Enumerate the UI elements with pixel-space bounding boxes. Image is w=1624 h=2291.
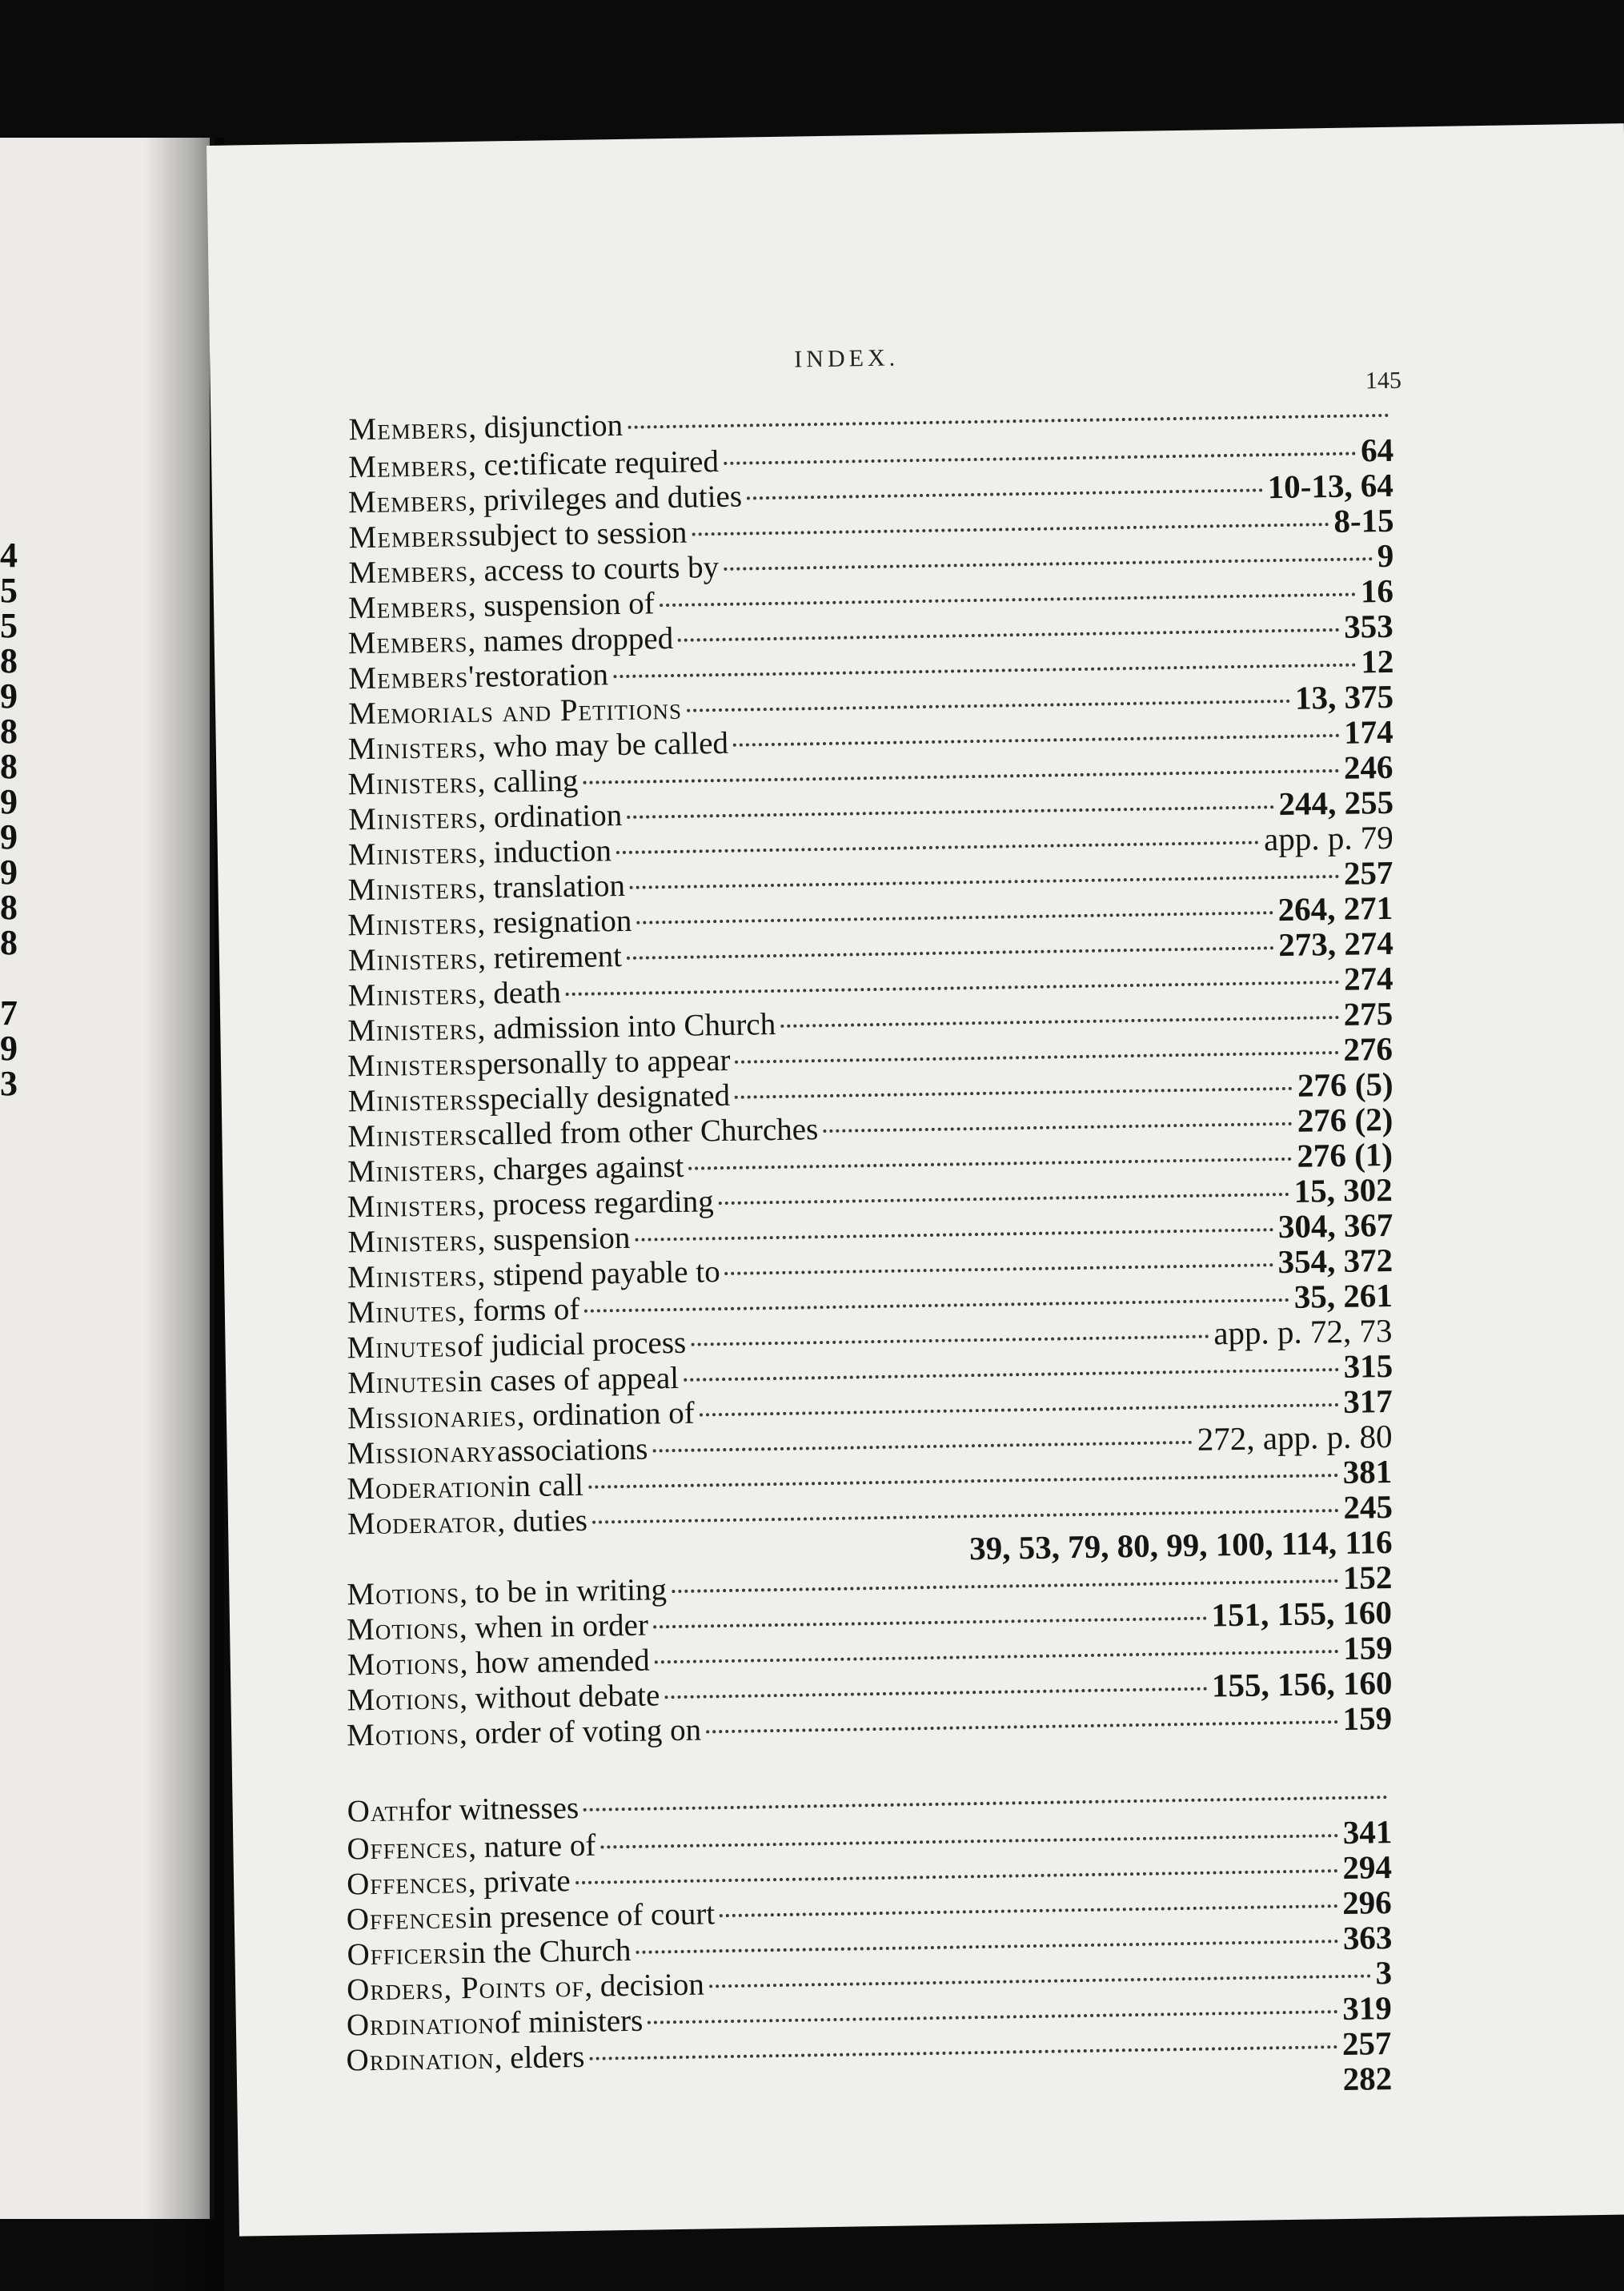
page-reference: 155, 156, 160 — [1211, 1663, 1393, 1704]
facing-page-digit: 3 — [0, 1064, 18, 1101]
dot-leader — [584, 1298, 1289, 1313]
entry-subheading: , forms of — [457, 1291, 580, 1329]
entry-subheading: , when in order — [459, 1607, 649, 1646]
entry-subheading: , access to courts by — [467, 550, 720, 588]
facing-page-digit — [0, 961, 18, 996]
entry-subheading: , resignation — [477, 903, 632, 941]
entry-heading: Missionaries — [347, 1398, 518, 1436]
entry-heading: Motions — [347, 1681, 460, 1718]
entry-heading: Ministers — [347, 800, 479, 837]
page-reference: app. p. 79 — [1263, 818, 1394, 858]
entry-subheading: , private — [467, 1864, 571, 1900]
entry-subheading: , how amended — [459, 1643, 650, 1681]
page-reference: 304, 367 — [1277, 1206, 1393, 1246]
dot-leader — [735, 1087, 1293, 1099]
entry-subheading: , nature of — [467, 1828, 596, 1865]
dot-leader — [636, 911, 1273, 924]
entry-subheading: , names dropped — [467, 620, 674, 659]
entry-subheading: , retirement — [477, 938, 623, 976]
entry-subheading: , ordination — [478, 797, 623, 835]
dot-leader — [635, 1228, 1273, 1242]
page-reference: 381 — [1342, 1452, 1393, 1491]
entry-heading: Orders, Points of — [346, 1968, 585, 2008]
dot-leader — [688, 1158, 1292, 1170]
page-reference: 10-13, 64 — [1267, 466, 1394, 506]
entry-heading: Ministers — [347, 1046, 478, 1084]
dot-leader — [678, 628, 1339, 642]
dot-leader — [583, 1795, 1388, 1812]
entry-heading: Members' — [348, 659, 475, 696]
dot-leader — [747, 488, 1263, 500]
page-reference: 13, 375 — [1294, 677, 1394, 716]
entry-subheading: called from other Churches — [477, 1112, 819, 1152]
page-reference: 354, 372 — [1277, 1241, 1393, 1281]
entry-subheading: , without debate — [459, 1678, 660, 1716]
entry-heading: Ministers — [347, 1117, 478, 1154]
entry-heading: Ministers — [347, 729, 479, 767]
entry-subheading: , suspension of — [467, 586, 656, 624]
dot-leader — [823, 1122, 1293, 1133]
dot-leader — [627, 946, 1274, 960]
entry-subheading: subject to session — [468, 515, 688, 553]
entry-subheading: of judicial process — [456, 1325, 687, 1364]
page-reference: 341 — [1342, 1812, 1393, 1851]
entry-subheading: of ministers — [494, 2003, 644, 2040]
facing-page-digit: 9 — [0, 817, 18, 857]
entry-subheading: , charges against — [476, 1149, 684, 1187]
page-reference: app. p. 72, 73 — [1213, 1311, 1393, 1352]
page-header: INDEX. — [794, 344, 900, 373]
page-reference: 296 — [1341, 1884, 1393, 1921]
entry-heading: Ministers — [347, 1222, 479, 1260]
entry-heading: Minutes — [347, 1329, 458, 1366]
entry-heading: Ministers — [347, 905, 478, 943]
entry-subheading: associations — [496, 1431, 648, 1469]
dot-leader — [780, 1016, 1339, 1028]
entry-subheading: in presence of court — [467, 1896, 716, 1936]
facing-page-digit: 8 — [0, 923, 18, 962]
page-reference: 16 — [1360, 572, 1394, 610]
index-page — [207, 123, 1624, 2236]
entry-heading: Minutes — [347, 1364, 459, 1401]
dot-leader — [653, 1617, 1207, 1629]
entry-heading: Officers — [347, 1936, 462, 1972]
entry-subheading: personally to appear — [476, 1042, 731, 1081]
entry-heading: Motions — [347, 1575, 460, 1612]
facing-page-digit: 7 — [0, 993, 18, 1033]
page-reference: 64 — [1360, 431, 1394, 469]
dot-leader — [613, 664, 1356, 679]
entry-subheading: , who may be called — [477, 725, 729, 764]
page-reference: 276 (5) — [1297, 1065, 1393, 1104]
page-reference: 174 — [1343, 712, 1394, 751]
page-reference: 353 — [1343, 607, 1393, 645]
page-reference: 35, 261 — [1293, 1276, 1393, 1315]
page-reference: 272, app. p. 80 — [1197, 1417, 1393, 1458]
entry-heading: Motions — [346, 1611, 460, 1647]
facing-page-digit: 5 — [0, 571, 18, 610]
dot-leader — [592, 1509, 1339, 1524]
dot-leader — [566, 981, 1339, 996]
dot-leader — [636, 1940, 1337, 1954]
entry-heading: Members — [348, 410, 469, 447]
dot-leader — [700, 1403, 1339, 1417]
page-reference: 9 — [1377, 536, 1394, 575]
entry-subheading: , disjunction — [467, 407, 624, 445]
entry-subheading: for witnesses — [415, 1790, 579, 1828]
spacer — [347, 2090, 1342, 2106]
page-reference: 319 — [1341, 1989, 1393, 2027]
entry-subheading: , admission into Church — [477, 1006, 776, 1046]
facing-page-digit: 9 — [0, 676, 18, 716]
entry-heading: Ministers — [347, 1152, 478, 1190]
facing-page-digit: 8 — [0, 641, 18, 680]
page-reference: 151, 155, 160 — [1211, 1593, 1393, 1634]
dot-leader — [588, 1474, 1338, 1489]
dot-leader — [652, 1441, 1193, 1453]
entry-heading: Offences — [346, 1865, 469, 1902]
facing-page-digit: 8 — [0, 747, 18, 786]
page-reference: 264, 271 — [1277, 889, 1393, 929]
entry-subheading: specially designated — [477, 1077, 731, 1117]
facing-page-digit: 8 — [0, 888, 18, 927]
dot-leader — [719, 1193, 1289, 1205]
entry-heading: Memorials and Petitions — [347, 691, 683, 732]
page-reference: 257 — [1343, 853, 1393, 892]
entry-subheading: , suspension — [477, 1220, 631, 1258]
dot-leader — [724, 451, 1356, 464]
entry-subheading: , to be in writing — [459, 1572, 668, 1611]
entry-heading: Members — [347, 624, 468, 661]
page-reference: 363 — [1342, 1919, 1393, 1956]
dot-leader — [733, 734, 1339, 747]
dot-leader — [724, 557, 1373, 571]
dot-leader — [600, 1834, 1338, 1848]
entry-heading: Motions — [347, 1646, 460, 1683]
dot-leader — [627, 805, 1273, 819]
dot-leader — [575, 1869, 1338, 1884]
entry-heading: Members — [348, 553, 469, 591]
page-reference: 315 — [1343, 1346, 1393, 1385]
entry-subheading: , process regarding — [476, 1184, 714, 1222]
page-reference: 246 — [1343, 748, 1393, 786]
entry-subheading: restoration — [474, 657, 609, 694]
entry-heading: Ministers — [347, 764, 479, 802]
page-reference: 159 — [1342, 1699, 1393, 1737]
entry-heading: Ministers — [347, 941, 479, 978]
dot-leader — [720, 1904, 1337, 1917]
entry-heading: Motions — [346, 1716, 460, 1753]
index-entries — [211, 391, 1624, 2097]
dot-leader — [709, 1974, 1371, 1988]
entry-heading: Missionary — [347, 1434, 498, 1471]
page-reference: 244, 255 — [1278, 783, 1394, 823]
entry-subheading: , ce:tificate required — [467, 444, 720, 483]
page-reference: 282 — [1342, 2060, 1393, 2097]
entry-heading: Minutes — [347, 1294, 458, 1330]
dot-leader — [687, 700, 1290, 712]
page-reference: 276 (1) — [1297, 1135, 1393, 1174]
entry-subheading: , elders — [494, 2039, 585, 2076]
entry-heading: Members — [347, 588, 469, 626]
dot-leader — [706, 1720, 1338, 1733]
entry-heading: Oath — [347, 1793, 415, 1829]
dot-leader — [616, 841, 1259, 854]
facing-page-digit: 4 — [0, 538, 18, 575]
page-reference: 3 — [1375, 1954, 1393, 1992]
entry-subheading: , order of voting on — [459, 1712, 702, 1751]
entry-heading: Ministers — [347, 1011, 478, 1049]
entry-subheading: , induction — [477, 833, 612, 870]
entry-subheading: , privileges and duties — [467, 479, 743, 518]
entry-heading: Ministers — [347, 1187, 478, 1225]
entry-heading: Moderator — [347, 1504, 498, 1542]
entry-subheading: in call — [506, 1467, 584, 1504]
page-reference: 152 — [1342, 1558, 1393, 1596]
dot-leader — [589, 2045, 1337, 2060]
entry-subheading: , duties — [496, 1503, 588, 1539]
page-reference: 276 — [1343, 1029, 1393, 1068]
entry-subheading: , decision — [583, 1967, 705, 2004]
dot-leader — [691, 1335, 1209, 1346]
facing-page-digits — [0, 538, 18, 1101]
entry-heading: Members — [348, 518, 469, 556]
page-reference: 245 — [1343, 1487, 1393, 1526]
dot-leader — [655, 1650, 1339, 1663]
entry-heading: Members — [347, 483, 469, 520]
dot-leader — [684, 1368, 1339, 1382]
page-reference: 317 — [1342, 1382, 1393, 1420]
entry-heading: Ministers — [347, 976, 479, 1013]
facing-page-digit: 8 — [0, 712, 18, 751]
entry-heading: Ministers — [347, 1081, 479, 1119]
dot-leader — [630, 875, 1339, 889]
entry-subheading: , death — [477, 975, 562, 1011]
dot-leader — [660, 593, 1356, 608]
entry-heading: Ministers — [347, 835, 479, 873]
dot-leader — [583, 769, 1339, 784]
entry-heading: Ministers — [347, 870, 479, 908]
page-reference: 294 — [1342, 1848, 1393, 1886]
page-reference: 276 (2) — [1297, 1100, 1393, 1139]
page-reference: 12 — [1360, 642, 1394, 680]
entry-subheading: , ordination of — [516, 1395, 696, 1434]
page-reference: 274 — [1343, 959, 1393, 997]
page-reference: 159 — [1342, 1628, 1393, 1667]
facing-page-digit: 9 — [0, 1029, 18, 1068]
page-reference: 15, 302 — [1293, 1170, 1393, 1210]
facing-page-digit: 5 — [0, 606, 18, 645]
dot-leader — [735, 1051, 1338, 1064]
page-reference: 39, 53, 79, 80, 99, 100, 114, 116 — [968, 1523, 1393, 1567]
dot-leader — [672, 1579, 1338, 1593]
entry-subheading: , translation — [477, 868, 626, 905]
entry-heading: Moderation — [347, 1469, 507, 1507]
page-reference: 257 — [1341, 2024, 1392, 2063]
page-reference: 8-15 — [1333, 501, 1394, 540]
page-number: 145 — [1365, 367, 1402, 395]
entry-heading: Offences — [347, 1830, 469, 1867]
facing-page-digit: 9 — [0, 853, 18, 892]
entry-subheading: in cases of appeal — [457, 1360, 680, 1399]
entry-subheading: , calling — [477, 763, 579, 800]
dot-leader — [725, 1263, 1273, 1275]
dot-leader — [692, 523, 1329, 536]
page-reference: 273, 274 — [1277, 924, 1394, 964]
entry-subheading: , stipend payable to — [477, 1254, 720, 1293]
facing-page-digit: 9 — [0, 782, 18, 821]
page-reference: 275 — [1343, 994, 1393, 1033]
entry-heading: Offences — [346, 1900, 468, 1937]
entry-heading: Ordination — [346, 2040, 495, 2078]
entry-subheading: in the Church — [460, 1932, 632, 1971]
entry-heading: Ordination — [346, 2005, 495, 2043]
entry-heading: Ministers — [347, 1258, 478, 1295]
dot-leader — [628, 414, 1389, 429]
entry-heading: Members — [347, 447, 469, 485]
dot-leader — [664, 1687, 1207, 1699]
dot-leader — [648, 2010, 1337, 2024]
